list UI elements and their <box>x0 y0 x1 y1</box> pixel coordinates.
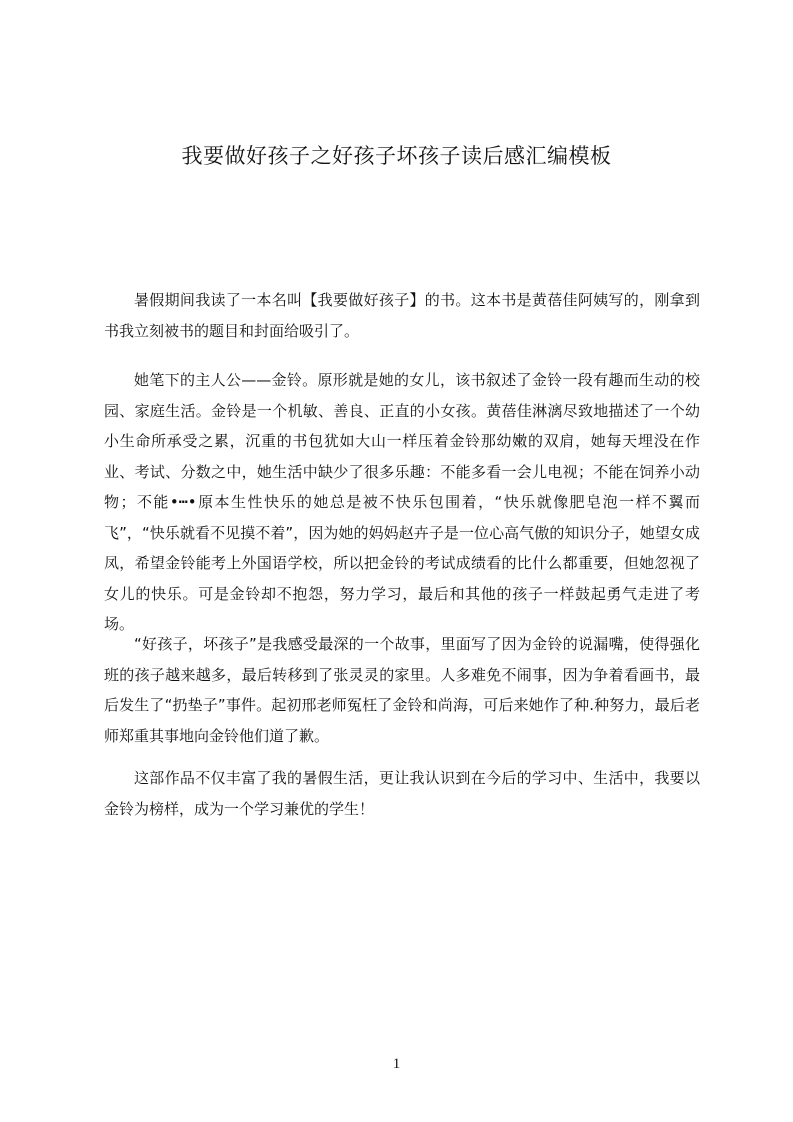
paragraph-protagonist: 她笔下的主人公——金铃。原形就是她的女儿，该书叙述了金铃一段有趣而生动的校园、家庭生活。金铃是一个机敏、善良、正直的小女孩。黄蓓佳淋漓尽致地描述了一个幼小生命所承受之累，沉重的书包犹如大山一样压着金铃那幼嫩的双肩，她每天埋没在作业、考试、分数之中，她生活中缺少了很多乐趣：不能多看一会儿电视；不能在饲养小动物；不能•┅•原本生性快乐的她总是被不快乐包围着，“快乐就像肥皂泡一样不翼而飞”，“快乐就看不见摸不着”，因为她的妈妈赵卉子是一位心高气傲的知识分子，她望女成凤，希望金铃能考上外国语学校，所以把金铃的考试成绩看的比什么都重要，但她忽视了女儿的快乐。可是金铃却不抱怨，努力学习，最后和其他的孩子一样鼓起勇气走进了考场。 <box>104 371 700 633</box>
paragraph-story: “好孩子，坏孩子”是我感受最深的一个故事，里面写了因为金铃的说漏嘴，使得强化班的孩子越来越多，最后转移到了张灵灵的家里。人多难免不闹事，因为争着看画书，最后发生了“扔垫子”事件。起初邢老师冤枉了金铃和尚海，可后来她作了种.种努力，最后老师郑重其事地向金铃他们道了歉。 <box>104 635 700 745</box>
page-number: 1 <box>392 1056 401 1072</box>
document-title: 我要做好孩子之好孩子坏孩子读后感汇编模板 <box>181 144 612 168</box>
paragraph-conclusion: 这部作品不仅丰富了我的暑假生活，更让我认识到在今后的学习中、生活中，我要以金铃为榜样，成为一个学习兼优的学生！ <box>104 769 700 818</box>
paragraph-intro: 暑假期间我读了一本名叫【我要做好孩子】的书。这本书是黄蓓佳阿姨写的，刚拿到书我立刻被书的题目和封面给吸引了。 <box>104 291 700 340</box>
